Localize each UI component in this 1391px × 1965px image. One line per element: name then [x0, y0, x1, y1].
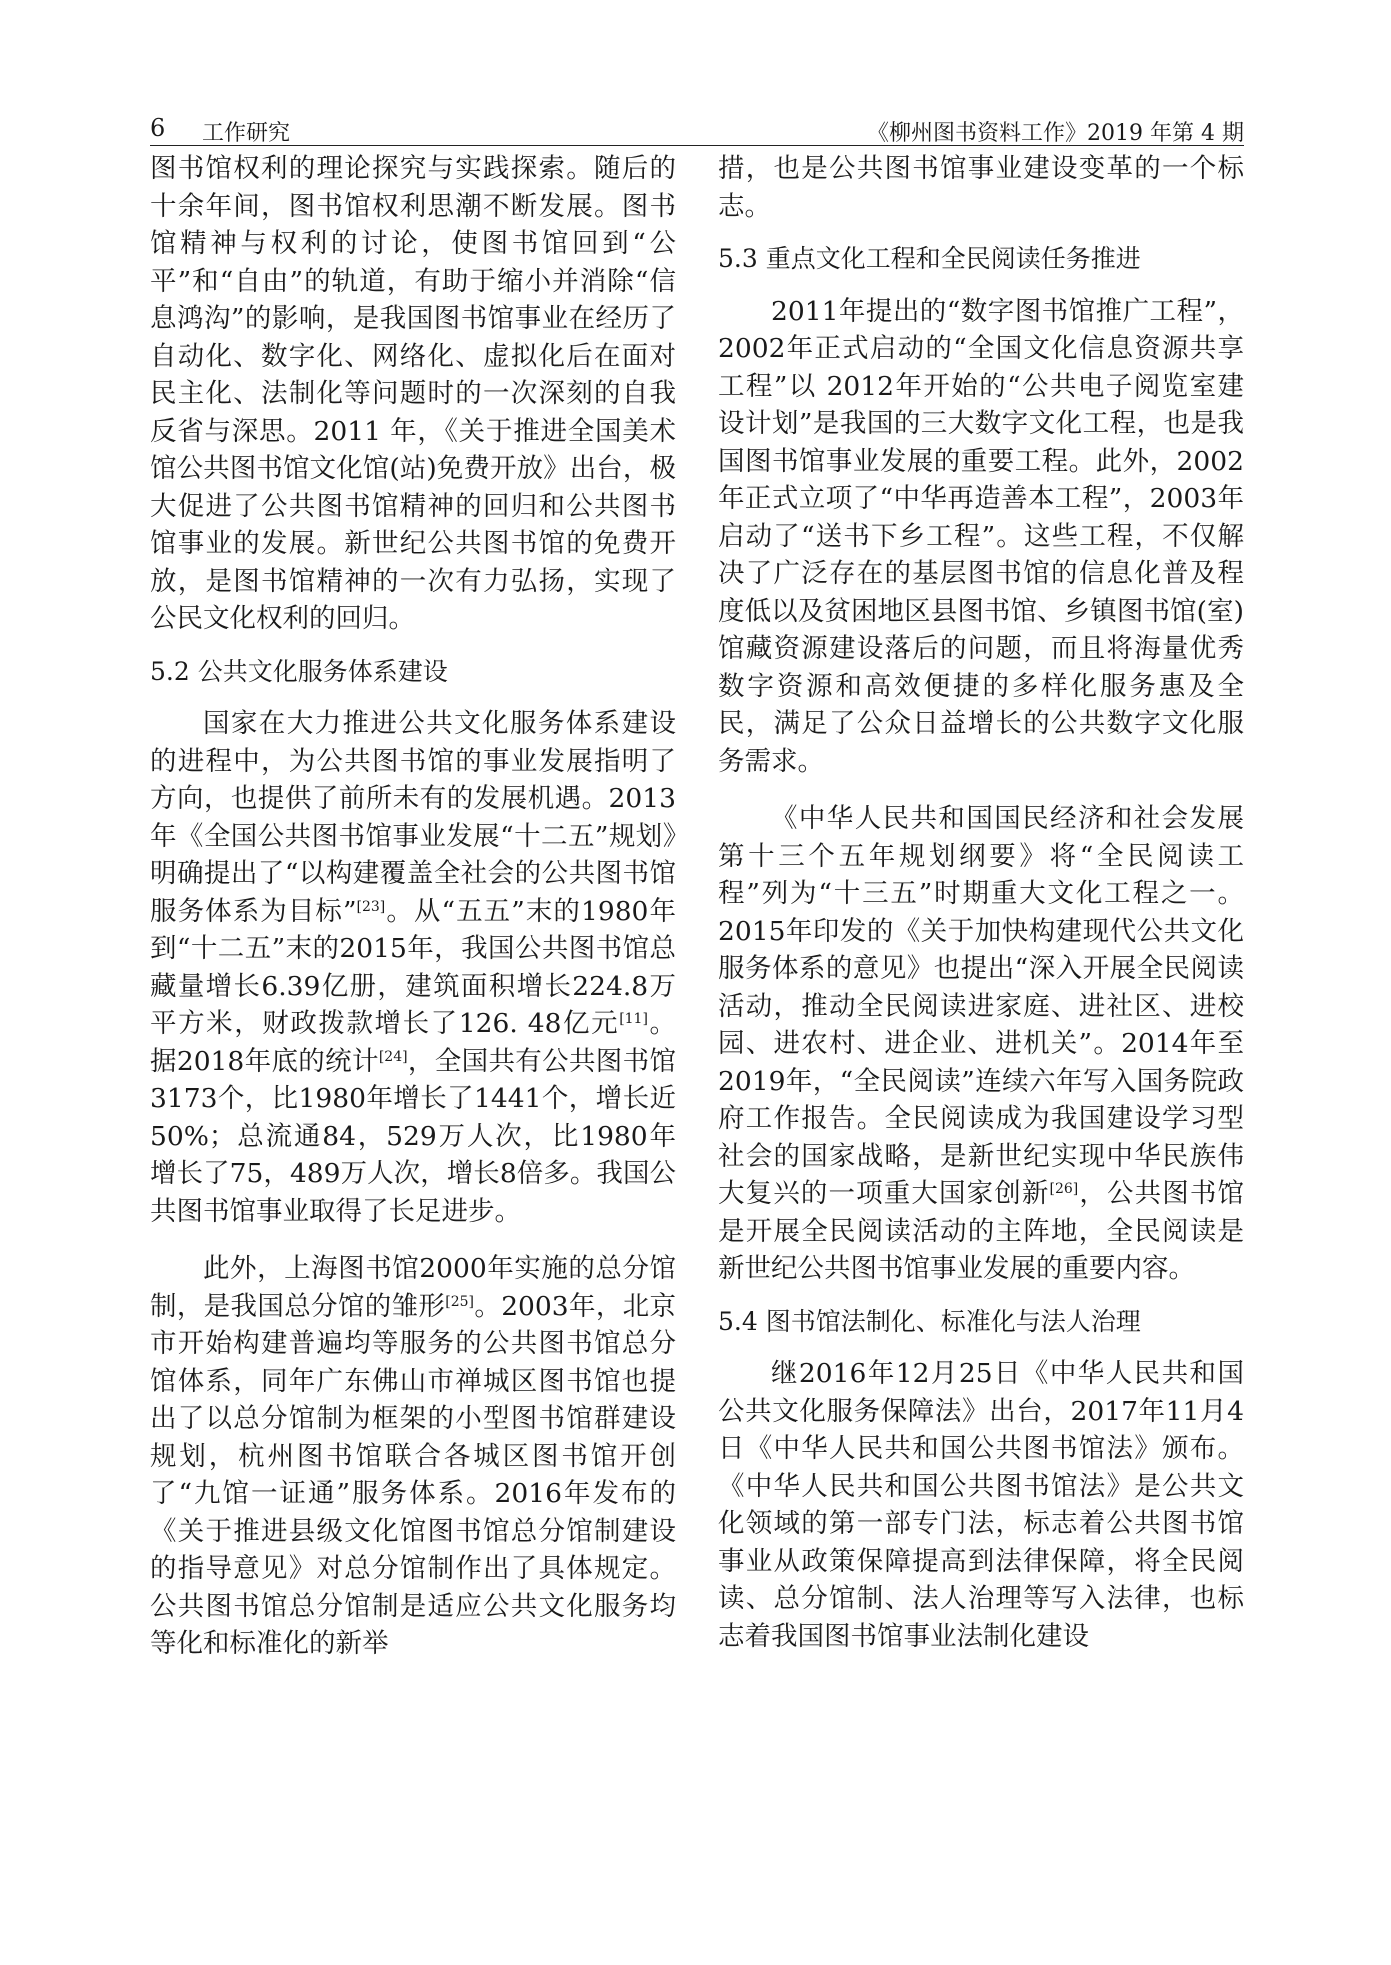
text: ，公共图书馆是开展全民阅读活动的主阵地，全民阅读是新世纪公共图书馆事业发展的重要内容。 — [718, 1178, 1244, 1284]
text: ，全国共有公共图书馆3173个，比1980年增长了1441个，增长近50%；总流通84，529万人次，比1980年增长了75，489万人次，增长8倍多。我国公共图书馆事业取得了长足进步。 — [150, 1045, 676, 1227]
running-header — [150, 114, 1244, 144]
paragraph-library-law: 继2016年12月25日《中华人民共和国公共文化服务保障法》出台，2017年11月4日《中华人民共和国公共图书馆法》颁布。《中华人民共和国公共图书馆法》是公共文化领域的第一部专门法，标志着公共图书馆事业从政策保障提高到法律保障，将全民阅读、总分馆制、法人治理等写入法律，也标志着我国图书馆事业法制化建设 — [718, 1358, 1244, 1652]
section-label: 工作研究 — [202, 121, 291, 146]
paragraph-branch-system — [150, 1250, 676, 1663]
page-number: 6 — [150, 114, 166, 142]
left-column — [150, 150, 676, 1663]
text: 。据2018年底的统计 — [150, 1008, 677, 1077]
header-rule — [150, 145, 1244, 146]
heading-5-4: 5.4 图书馆法制化、标准化与法人治理 — [718, 1306, 1141, 1336]
text: 《中华人民共和国国民经济和社会发展第十三个五年规划纲要》将“全民阅读工程”列为“十三五”时期重大文化工程之一。2015年印发的《关于加快构建现代公共文化服务体系的意见》也提出“深入开展全民阅读活动，推动全民阅读进家庭、进社区、进校园、进农村、进企业、进机关”。2014年至2019年，“全民阅读”连续六年写入国务院政府工作报告。全民阅读成为我国建设学习型社会的国家战略，是新世纪实现中华民族伟大复兴的一项重大国家创新 — [718, 803, 1244, 1209]
citation-11: [11] — [619, 1011, 648, 1027]
text: 国家在大力推进公共文化服务体系建设的进程中，为公共图书馆的事业发展指明了方向，也提供了前所未有的发展机遇。2013 年《全国公共图书馆事业发展“十二五”规划》明确提出了“以构建覆盖全社会的公共图书馆服务体系为目标” — [150, 708, 676, 927]
citation-24: [24] — [378, 1048, 408, 1065]
paragraph-digital-projects: 2011年提出的“数字图书馆推广工程”，2002年正式启动的“全国文化信息资源共享工程”以 2012年开始的“公共电子阅览室建设计划”是我国的三大数字文化工程，也是我国图书馆事业发展的重要工程。此外，2002年正式立项了“中华再造善本工程”，2003年启动了“送书下乡工程”。这些工程，不仅解决了广泛存在的基层图书馆的信息化普及程度低以及贫困地区县图书馆、乡镇图书馆(室)馆藏资源建设落后的问题，而且将海量优秀数字资源和高效便捷的多样化服务惠及全民，满足了公众日益增长的公共数字文化服务需求。 — [718, 295, 1244, 777]
paragraph-service-system — [150, 705, 676, 1230]
text: 。从“五五”末的1980年到“十二五”末的2015年，我国公共图书馆总藏量增长6.39亿册，建筑面积增长224.8万平方米，财政拨款增长了126. 48亿元 — [150, 895, 676, 1039]
citation-25: [25] — [445, 1293, 475, 1310]
citation-23: [23] — [356, 898, 386, 915]
heading-5-2: 5.2 公共文化服务体系建设 — [150, 656, 448, 686]
text: 。2003年，北京市开始构建普遍均等服务的公共图书馆总分馆体系，同年广东佛山市禅城区图书馆也提出了以总分馆制为框架的小型图书馆群建设规划，杭州图书馆联合各城区图书馆开创了“九馆一证通”服务体系。2016年发布的《关于推进县级文化馆图书馆总分馆制建设的指导意见》对总分馆制作出了具体规定。公共图书馆总分馆制是适应公共文化服务均等化和标准化的新举 — [150, 1290, 677, 1659]
paragraph-national-reading — [718, 800, 1244, 1288]
heading-5-3: 5.3 重点文化工程和全民阅读任务推进 — [718, 244, 1141, 273]
journal-issue: 《柳州图书资料工作》2019 年第 4 期 — [867, 121, 1244, 146]
paragraph-continued: 图书馆权利的理论探究与实践探索。随后的十余年间，图书馆权利思潮不断发展。图书馆精神与权利的讨论，使图书馆回到“公平”和“自由”的轨道，有助于缩小并消除“信息鸿沟”的影响，是我国图书馆事业在经历了自动化、数字化、网络化、虚拟化后在面对民主化、法制化等问题时的一次深刻的自我反省与深思。2011 年，《关于推进全国美术馆公共图书馆文化馆(站)免费开放》出台，极大促进了公共图书馆精神的回归和公共图书馆事业的发展。新世纪公共图书馆的免费开放，是图书馆精神的一次有力弘扬，实现了公民文化权利的回归。 — [150, 153, 676, 634]
right-column — [718, 150, 1244, 1655]
text: 此外，上海图书馆2000年实施的总分馆制，是我国总分馆的雏形 — [150, 1253, 676, 1322]
citation-26: [26] — [1049, 1181, 1079, 1197]
paragraph-continued: 措，也是公共图书馆事业建设变革的一个标志。 — [718, 153, 1244, 222]
